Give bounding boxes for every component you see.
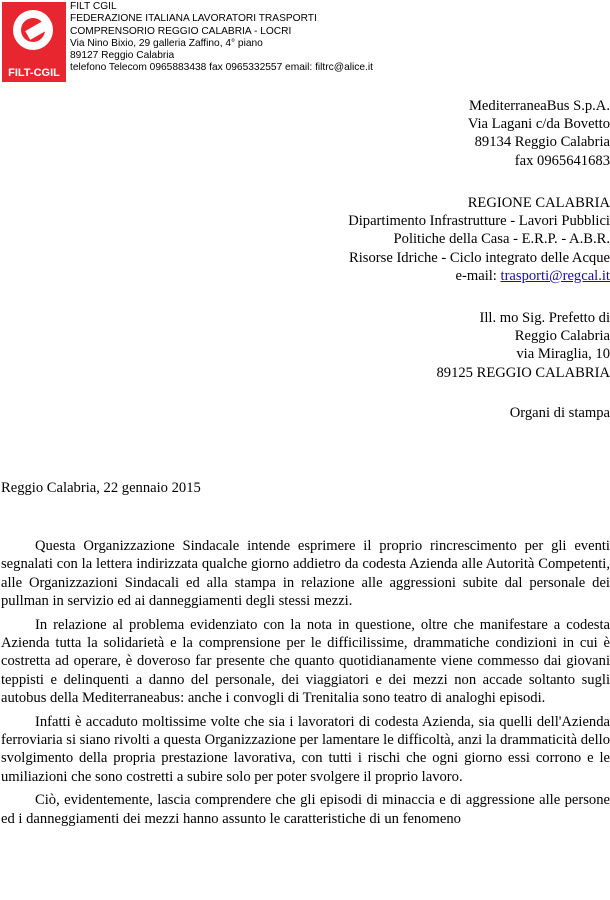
letterhead: [70, 1, 373, 75]
filt-cgil-logo: [2, 2, 66, 82]
recipient-line: Via Lagani c/da Bovetto: [467, 116, 610, 133]
logo-text: FILT-CGIL: [8, 67, 60, 79]
recipient-line: Organi di stampa: [509, 405, 610, 421]
recipient-line: REGIONE CALABRIA: [467, 195, 610, 211]
recipient-line: Risorse Idriche - Ciclo integrato delle Acque: [349, 249, 610, 266]
body-paragraph: Ciò, evidentemente, lascia comprendere che gli episodi di minaccia e di aggressione alle persone ed i danneggiamenti dei mezzi hanno assunto le caratteristiche di un fenomeno: [1, 792, 610, 827]
recipient-line: Politiche della Casa - E.R.P. - A.B.R.: [393, 231, 610, 248]
letterhead-line: 89127 Reggio Calabria: [70, 50, 175, 62]
recipient-mediterraneabus: [468, 97, 610, 170]
recipient-regione-calabria: [348, 194, 610, 285]
email-link[interactable]: trasporti@regcal.it: [500, 267, 610, 284]
letter-date: Reggio Calabria, 22 gennaio 2015: [1, 480, 201, 496]
body-paragraph: Infatti è accaduto moltissime volte che sia i lavoratori di codesta Azienda, sia quelli dell'Azienda ferroviaria si siano rivolti a questa Organizzazione per lamentare le difficoltà, anzi la drammaticità dello svolgimento della propria prestazione lavorativa, con tutti i rischi che ogni giorno essi corrono e le umiliazioni che sono costretti a subire solo per poter svolgere il proprio lavoro.: [1, 713, 610, 785]
recipient-line: fax 0965641683: [514, 152, 610, 169]
recipient-line: Reggio Calabria: [514, 328, 610, 345]
recipient-prefetto: [436, 309, 610, 382]
letterhead-line: FEDERAZIONE ITALIANA LAVORATORI TRASPORTI: [70, 13, 317, 25]
letterhead-line: telefono Telecom 0965883438 fax 0965332557 email: filtrc@alice.it: [70, 62, 373, 74]
recipient-line: 89134 Reggio Calabria: [474, 134, 610, 151]
email-label: e-mail:: [455, 267, 501, 284]
letter-body: [1, 537, 610, 828]
recipient-line: Ill. mo Sig. Prefetto di: [479, 310, 610, 326]
letterhead-line: COMPRENSORIO REGGIO CALABRIA - LOCRI: [70, 25, 292, 37]
letterhead-line: Via Nino Bixio, 29 galleria Zaffino, 4° piano: [70, 37, 263, 49]
recipient-line: MediterraneaBus S.p.A.: [468, 98, 610, 114]
recipient-line: Dipartimento Infrastrutture - Lavori Pubblici: [348, 213, 610, 230]
recipient-organi-stampa: [510, 404, 610, 422]
letterhead-line: FILT CGIL: [70, 1, 117, 12]
recipient-line: via Miraglia, 10: [516, 346, 610, 363]
body-paragraph: In relazione al problema evidenziato con la nota in questione, oltre che manifestare a codesta Azienda tutta la solidarietà e la comprensione per le difficilissime, drammatiche condizioni in cui è costretta ad operare, è doveroso far presente che quanto quotidianamente viene commesso dai giovani teppisti e delinquenti a danno del personale, dei viaggiatori e dei mezzi non accade soltanto sugli autobus della Mediterraneabus: anche i convogli di Trenitalia sono teatro di analoghi episodi.: [1, 616, 610, 707]
recipient-email-line: [348, 267, 610, 285]
body-paragraph: Questa Organizzazione Sindacale intende esprimere il proprio rincrescimento per gli eventi segnalati con la lettera indirizzata qualche giorno addietro da codesta Azienda alle Autorità Competenti, alle Organizzazioni Sindacali ed alla stampa in relazione alle aggressioni subite dal personale dei pullman in servizio ed ai danneggiamenti degli stessi mezzi.: [1, 538, 610, 610]
recipient-line: 89125 REGGIO CALABRIA: [436, 364, 610, 381]
